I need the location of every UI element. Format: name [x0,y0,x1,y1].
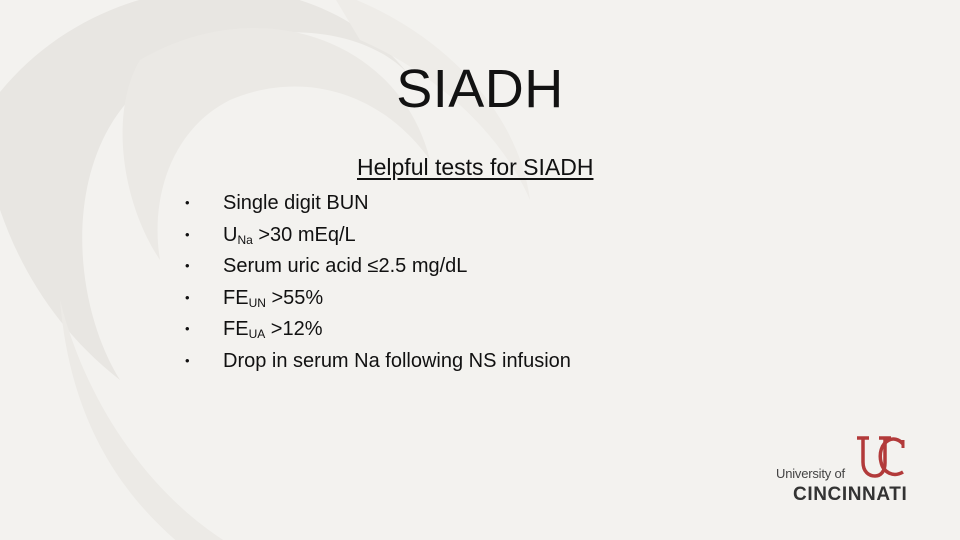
bullet-item [185,348,571,380]
bullet-dot-icon: • [185,289,190,305]
bullet-list [185,190,571,380]
bullet-dot-icon: • [185,258,190,274]
bullet-text: Drop in serum Na following NS infusion [223,349,571,372]
bullet-text-rest: >12% [265,318,323,341]
bullet-text-main: FE [223,318,249,341]
university-logo [776,436,926,506]
bullet-item [185,285,571,317]
bullet-dot-icon: • [185,195,190,210]
bullet-subscript: UA [248,327,266,342]
bullet-subscript: Na [237,232,253,247]
bullet-text: Single digit BUN [223,192,369,214]
slide-subtitle: Helpful tests for SIADH [357,154,594,180]
logo-cincinnati-text: CINCINNATI [793,484,908,505]
bullet-text-main: U [223,223,238,246]
bullet-subscript: UN [248,295,266,310]
bullet-item [185,190,571,222]
bullet-dot-icon: • [185,226,190,242]
bullet-text: Serum uric acid ≤2.5 mg/dL [223,255,468,278]
bullet-item [185,222,571,254]
bullet-text-rest: >30 mEq/L [252,223,356,246]
slide-title: SIADH [396,59,564,119]
bullet-item [185,316,571,348]
uc-monogram-icon [853,436,909,480]
bullet-item [185,253,571,285]
bullet-text-main: FE [223,286,249,309]
bullet-dot-icon: • [185,321,190,337]
bullet-dot-icon: • [185,352,190,368]
bullet-text-rest: >55% [265,286,324,309]
logo-university-text: University of [776,466,845,481]
